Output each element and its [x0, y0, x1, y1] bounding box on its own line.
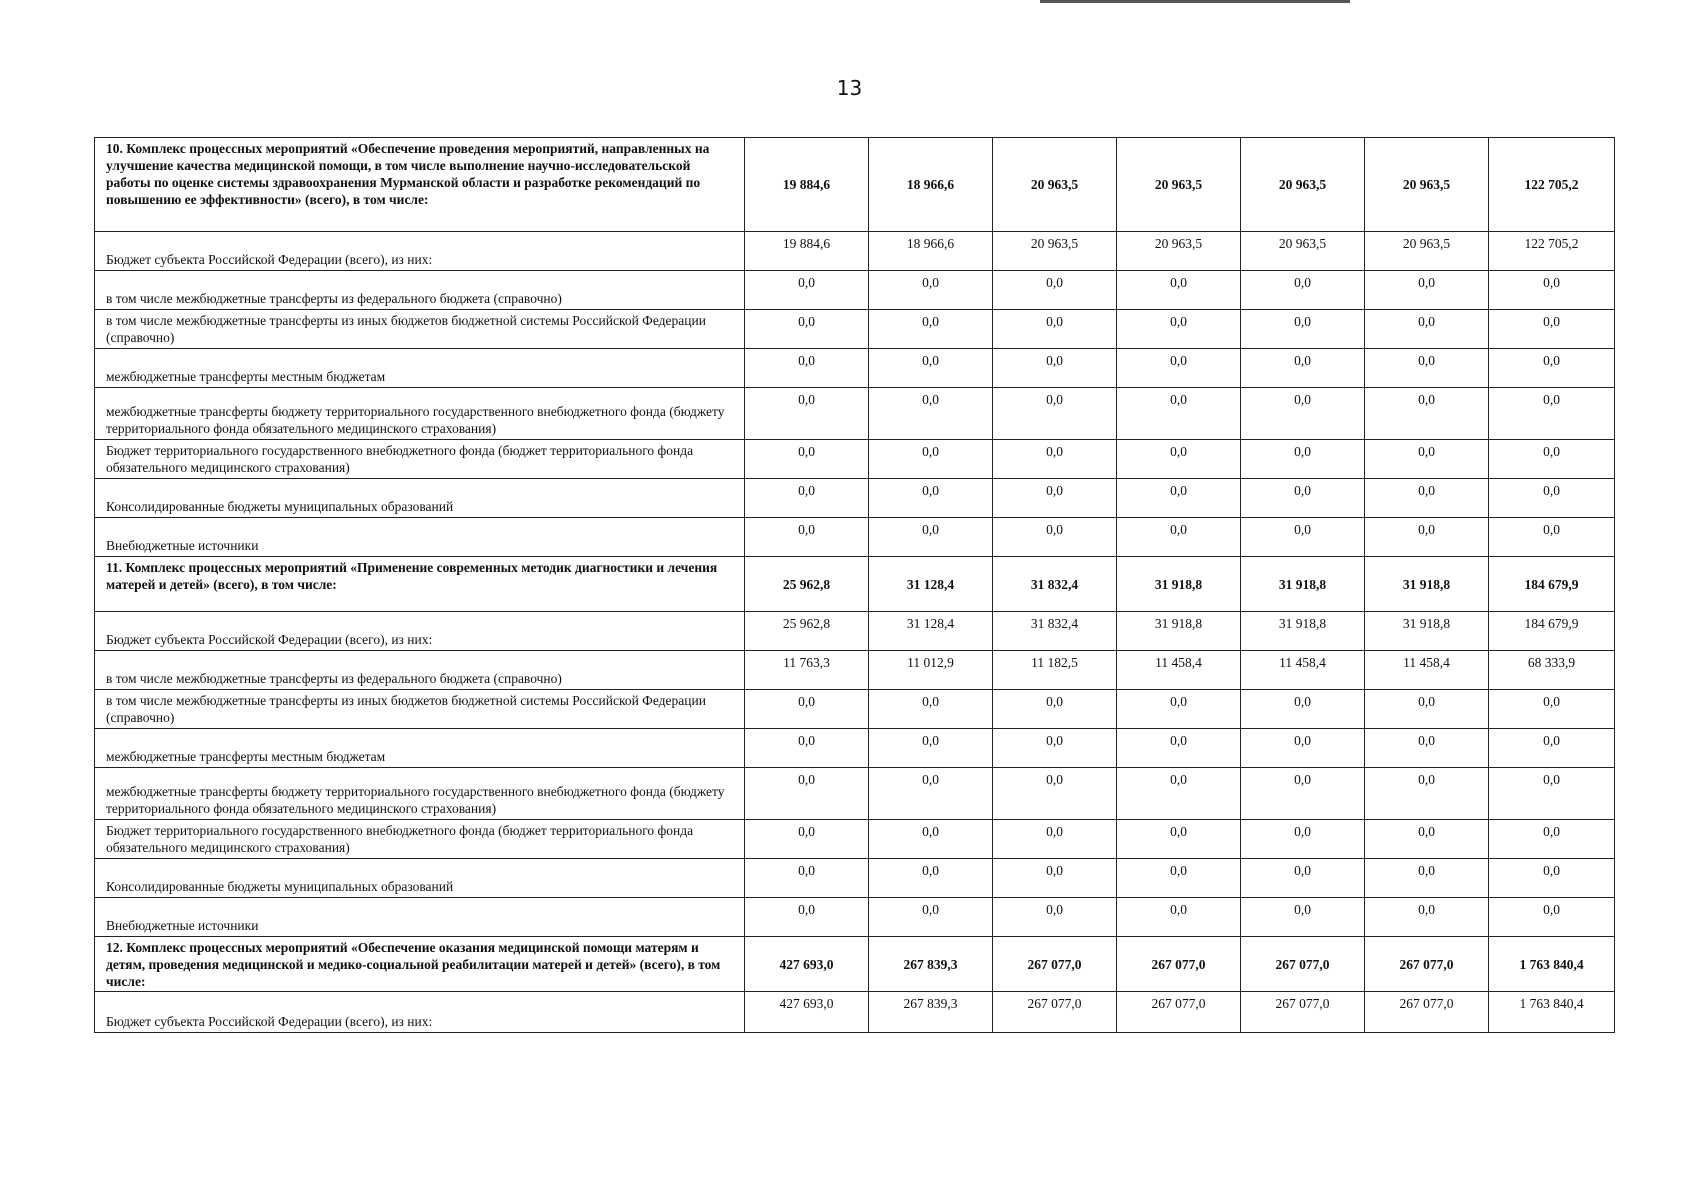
row-label: Консолидированные бюджеты муниципальных образований [95, 859, 745, 898]
row-value-cell: 31 918,8 [1365, 612, 1489, 651]
row-value-cell: 0,0 [1117, 440, 1241, 479]
row-value-cell: 0,0 [993, 388, 1117, 440]
row-label: Внебюджетные источники [95, 898, 745, 937]
row-value-cell: 19 884,6 [745, 232, 869, 271]
row-value-cell: 0,0 [993, 690, 1117, 729]
row-value-cell: 0,0 [1117, 518, 1241, 557]
row-value-cell: 0,0 [1365, 518, 1489, 557]
table-row [95, 729, 1615, 768]
row-value-cell: 0,0 [745, 768, 869, 820]
table-row [95, 651, 1615, 690]
row-value-cell: 0,0 [1365, 349, 1489, 388]
row-total-cell: 0,0 [1489, 768, 1615, 820]
row-value-cell: 0,0 [869, 349, 993, 388]
row-value-cell: 0,0 [993, 271, 1117, 310]
row-value-cell: 0,0 [1365, 690, 1489, 729]
row-value-cell: 25 962,8 [745, 612, 869, 651]
row-value-cell: 0,0 [1365, 271, 1489, 310]
row-value-cell: 20 963,5 [1241, 232, 1365, 271]
row-value-cell: 0,0 [745, 479, 869, 518]
row-value-cell: 0,0 [1241, 859, 1365, 898]
table-row [95, 310, 1615, 349]
row-value-cell: 31 918,8 [1117, 612, 1241, 651]
row-total-cell: 68 333,9 [1489, 651, 1615, 690]
row-value-cell: 0,0 [993, 349, 1117, 388]
row-value-cell: 0,0 [869, 271, 993, 310]
row-value-cell: 427 693,0 [745, 937, 869, 992]
row-label: в том числе межбюджетные трансферты из федерального бюджета (справочно) [95, 651, 745, 690]
row-value-cell: 0,0 [869, 440, 993, 479]
row-value-cell: 20 963,5 [1365, 138, 1489, 232]
row-value-cell: 0,0 [993, 310, 1117, 349]
table-row [95, 388, 1615, 440]
row-value-cell: 31 832,4 [993, 557, 1117, 612]
row-value-cell: 0,0 [869, 859, 993, 898]
row-value-cell: 0,0 [1117, 820, 1241, 859]
row-value-cell: 0,0 [745, 271, 869, 310]
page-number: 13 [836, 76, 863, 100]
row-value-cell: 19 884,6 [745, 138, 869, 232]
table-row [95, 898, 1615, 937]
row-value-cell: 31 832,4 [993, 612, 1117, 651]
row-total-cell: 122 705,2 [1489, 138, 1615, 232]
row-value-cell: 20 963,5 [1241, 138, 1365, 232]
row-value-cell: 31 918,8 [1117, 557, 1241, 612]
budget-table [94, 137, 1615, 1033]
row-value-cell: 0,0 [993, 479, 1117, 518]
row-value-cell: 267 077,0 [1365, 992, 1489, 1033]
row-total-cell: 1 763 840,4 [1489, 937, 1615, 992]
row-total-cell: 0,0 [1489, 349, 1615, 388]
row-total-cell: 0,0 [1489, 440, 1615, 479]
row-value-cell: 0,0 [1241, 271, 1365, 310]
row-value-cell: 0,0 [1117, 310, 1241, 349]
row-value-cell: 267 077,0 [1241, 992, 1365, 1033]
table-row [95, 232, 1615, 271]
row-value-cell: 31 918,8 [1365, 557, 1489, 612]
row-value-cell: 0,0 [869, 729, 993, 768]
table-row [95, 349, 1615, 388]
row-value-cell: 0,0 [1117, 690, 1241, 729]
row-value-cell: 0,0 [745, 859, 869, 898]
row-total-cell: 184 679,9 [1489, 612, 1615, 651]
row-total-cell: 184 679,9 [1489, 557, 1615, 612]
row-value-cell: 0,0 [1365, 440, 1489, 479]
table-row [95, 271, 1615, 310]
row-value-cell: 0,0 [1241, 690, 1365, 729]
row-value-cell: 0,0 [1241, 479, 1365, 518]
row-value-cell: 0,0 [1241, 518, 1365, 557]
row-value-cell: 0,0 [1241, 820, 1365, 859]
row-value-cell: 0,0 [1117, 729, 1241, 768]
row-value-cell: 0,0 [745, 820, 869, 859]
row-label: в том числе межбюджетные трансферты из иных бюджетов бюджетной системы Российской Федерации (справочно) [95, 310, 745, 349]
row-value-cell: 31 128,4 [869, 557, 993, 612]
row-value-cell: 0,0 [993, 768, 1117, 820]
row-value-cell: 0,0 [745, 349, 869, 388]
row-value-cell: 0,0 [869, 479, 993, 518]
row-label: 10. Комплекс процессных мероприятий «Обеспечение проведения мероприятий, направленных на улучшение качества медицинской помощи, в том числе выполнение научно-исследовательской работы по оценке системы здравоохранения Мурманской области и разработке рекомендаций по повышению ее эффективности» (всего), в том числе: [95, 138, 745, 232]
budget-table-container [94, 137, 1614, 1033]
row-total-cell: 0,0 [1489, 479, 1615, 518]
row-value-cell: 0,0 [1241, 440, 1365, 479]
row-total-cell: 0,0 [1489, 690, 1615, 729]
row-total-cell: 0,0 [1489, 820, 1615, 859]
row-label: Внебюджетные источники [95, 518, 745, 557]
row-label: Бюджет субъекта Российской Федерации (всего), из них: [95, 992, 745, 1033]
row-total-cell: 0,0 [1489, 859, 1615, 898]
table-section-row [95, 138, 1615, 232]
row-value-cell: 0,0 [869, 898, 993, 937]
row-value-cell: 267 839,3 [869, 937, 993, 992]
row-label: Консолидированные бюджеты муниципальных образований [95, 479, 745, 518]
row-value-cell: 20 963,5 [1365, 232, 1489, 271]
row-value-cell: 0,0 [1241, 388, 1365, 440]
row-value-cell: 0,0 [993, 729, 1117, 768]
row-label: межбюджетные трансферты бюджету территориального государственного внебюджетного фонда (бюджету территориального фонда обязательного медицинского страхования) [95, 768, 745, 820]
table-row [95, 440, 1615, 479]
row-label: Бюджет субъекта Российской Федерации (всего), из них: [95, 232, 745, 271]
budget-table-body [95, 138, 1615, 1033]
table-row [95, 992, 1615, 1033]
table-row [95, 518, 1615, 557]
row-total-cell: 0,0 [1489, 898, 1615, 937]
table-row [95, 859, 1615, 898]
row-value-cell: 0,0 [993, 518, 1117, 557]
row-value-cell: 0,0 [1117, 768, 1241, 820]
row-label: межбюджетные трансферты бюджету территориального государственного внебюджетного фонда (бюджету территориального фонда обязательного медицинского страхования) [95, 388, 745, 440]
row-value-cell: 31 918,8 [1241, 557, 1365, 612]
row-label: Бюджет территориального государственного внебюджетного фонда (бюджет территориального фонда обязательного медицинского страхования) [95, 440, 745, 479]
row-total-cell: 0,0 [1489, 729, 1615, 768]
row-value-cell: 0,0 [869, 820, 993, 859]
row-value-cell: 267 077,0 [993, 937, 1117, 992]
row-value-cell: 0,0 [745, 440, 869, 479]
table-row [95, 820, 1615, 859]
row-value-cell: 267 839,3 [869, 992, 993, 1033]
row-value-cell: 0,0 [1117, 388, 1241, 440]
row-label: в том числе межбюджетные трансферты из иных бюджетов бюджетной системы Российской Федерации (справочно) [95, 690, 745, 729]
row-label: межбюджетные трансферты местным бюджетам [95, 349, 745, 388]
row-label: 11. Комплекс процессных мероприятий «Применение современных методик диагностики и лечения матерей и детей» (всего), в том числе: [95, 557, 745, 612]
row-value-cell: 267 077,0 [1117, 937, 1241, 992]
row-value-cell: 11 458,4 [1117, 651, 1241, 690]
row-value-cell: 0,0 [1117, 898, 1241, 937]
table-section-row [95, 937, 1615, 992]
row-value-cell: 267 077,0 [993, 992, 1117, 1033]
row-value-cell: 0,0 [1365, 388, 1489, 440]
row-value-cell: 0,0 [1241, 310, 1365, 349]
row-total-cell: 0,0 [1489, 518, 1615, 557]
table-row [95, 612, 1615, 651]
row-label: межбюджетные трансферты местным бюджетам [95, 729, 745, 768]
row-value-cell: 0,0 [1365, 310, 1489, 349]
row-value-cell: 0,0 [869, 310, 993, 349]
row-value-cell: 0,0 [1365, 859, 1489, 898]
row-value-cell: 267 077,0 [1241, 937, 1365, 992]
row-value-cell: 0,0 [993, 820, 1117, 859]
row-value-cell: 0,0 [745, 388, 869, 440]
table-row [95, 479, 1615, 518]
row-value-cell: 31 918,8 [1241, 612, 1365, 651]
row-value-cell: 0,0 [869, 518, 993, 557]
row-value-cell: 0,0 [1365, 729, 1489, 768]
row-value-cell: 0,0 [745, 310, 869, 349]
row-value-cell: 0,0 [1117, 859, 1241, 898]
row-value-cell: 0,0 [993, 440, 1117, 479]
row-value-cell: 0,0 [993, 898, 1117, 937]
row-value-cell: 18 966,6 [869, 232, 993, 271]
row-value-cell: 11 182,5 [993, 651, 1117, 690]
row-value-cell: 0,0 [993, 859, 1117, 898]
row-value-cell: 427 693,0 [745, 992, 869, 1033]
row-value-cell: 20 963,5 [993, 138, 1117, 232]
table-row [95, 690, 1615, 729]
row-value-cell: 20 963,5 [1117, 138, 1241, 232]
row-value-cell: 0,0 [1365, 898, 1489, 937]
row-value-cell: 0,0 [1241, 729, 1365, 768]
row-value-cell: 0,0 [745, 898, 869, 937]
row-value-cell: 20 963,5 [1117, 232, 1241, 271]
row-value-cell: 0,0 [1241, 898, 1365, 937]
row-total-cell: 122 705,2 [1489, 232, 1615, 271]
row-label: 12. Комплекс процессных мероприятий «Обеспечение оказания медицинской помощи матерям и детям, проведения медицинской и медико-социальной реабилитации матерей и детей» (всего), в том числе: [95, 937, 745, 992]
row-value-cell: 0,0 [745, 729, 869, 768]
row-total-cell: 1 763 840,4 [1489, 992, 1615, 1033]
row-value-cell: 0,0 [1365, 768, 1489, 820]
row-total-cell: 0,0 [1489, 388, 1615, 440]
row-value-cell: 0,0 [1117, 349, 1241, 388]
row-value-cell: 0,0 [1241, 349, 1365, 388]
row-label: Бюджет субъекта Российской Федерации (всего), из них: [95, 612, 745, 651]
row-value-cell: 267 077,0 [1117, 992, 1241, 1033]
row-value-cell: 11 012,9 [869, 651, 993, 690]
row-value-cell: 0,0 [1365, 479, 1489, 518]
row-value-cell: 18 966,6 [869, 138, 993, 232]
table-section-row [95, 557, 1615, 612]
row-value-cell: 267 077,0 [1365, 937, 1489, 992]
row-value-cell: 11 763,3 [745, 651, 869, 690]
row-value-cell: 0,0 [745, 690, 869, 729]
row-value-cell: 0,0 [1117, 479, 1241, 518]
row-value-cell: 31 128,4 [869, 612, 993, 651]
row-value-cell: 0,0 [869, 768, 993, 820]
row-label: в том числе межбюджетные трансферты из федерального бюджета (справочно) [95, 271, 745, 310]
row-value-cell: 11 458,4 [1241, 651, 1365, 690]
row-value-cell: 11 458,4 [1365, 651, 1489, 690]
scan-top-mark [1040, 0, 1350, 3]
row-value-cell: 0,0 [1241, 768, 1365, 820]
row-value-cell: 20 963,5 [993, 232, 1117, 271]
row-value-cell: 0,0 [869, 388, 993, 440]
row-value-cell: 0,0 [745, 518, 869, 557]
row-total-cell: 0,0 [1489, 271, 1615, 310]
row-total-cell: 0,0 [1489, 310, 1615, 349]
row-label: Бюджет территориального государственного внебюджетного фонда (бюджет территориального фонда обязательного медицинского страхования) [95, 820, 745, 859]
row-value-cell: 25 962,8 [745, 557, 869, 612]
row-value-cell: 0,0 [1117, 271, 1241, 310]
table-row [95, 768, 1615, 820]
row-value-cell: 0,0 [869, 690, 993, 729]
row-value-cell: 0,0 [1365, 820, 1489, 859]
